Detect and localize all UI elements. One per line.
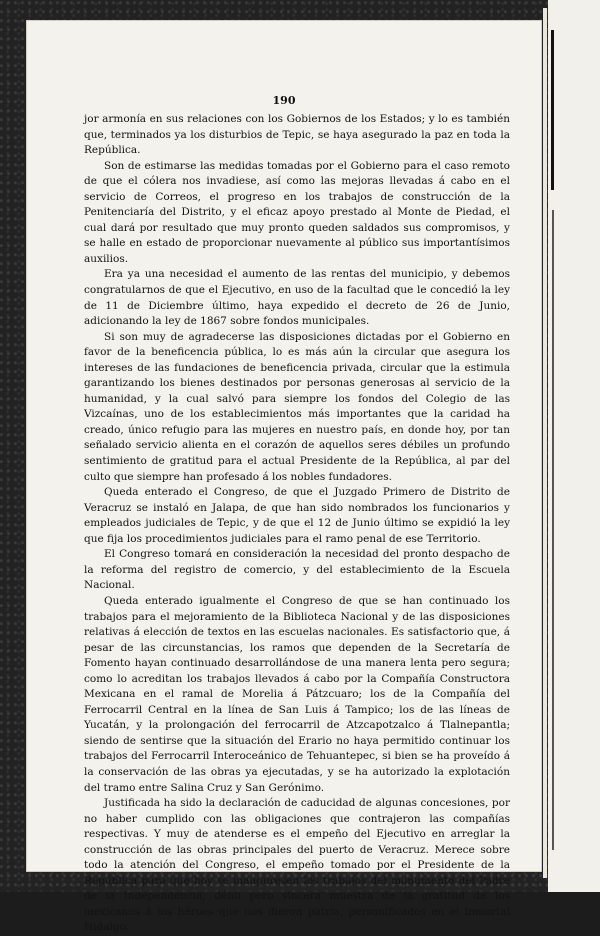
paragraph-3: Era ya una necesidad el aumento de las rentas del municipio, y debemos congratularnos de que el Ejecutivo, en uso de la facultad que le concedió la ley de 11 de Diciembre último, haya expedido el decreto de 26 de Junio, adicionando la ley de 1867 sobre fondos municipales. — [84, 268, 510, 328]
binding-shadow — [551, 30, 554, 190]
paragraph-5: Queda enterado el Congreso, de que el Juzgado Primero de Distrito de Veracruz se instaló en Jalapa, de que han sido nombrados los funcionarios y empleados judiciales de Tepic, y de que el 12 de Junio último se expidió la ley que fija los procedimientos judiciales para el ramo penal de ese Territorio. — [84, 486, 510, 545]
body-text — [84, 112, 510, 936]
page-number: 190 — [272, 94, 296, 107]
binding-line — [552, 210, 554, 850]
paragraph-1: jor armonía en sus relaciones con los Gobiernos de los Estados; y lo es también que, terminados ya los disturbios de Tepic, se haya asegurado la paz en toda la República. — [84, 113, 510, 157]
document-page — [26, 20, 542, 934]
paragraph-4: Si son muy de agradecerse las disposiciones dictadas por el Gobierno en favor de la beneficencia pública, lo es más aún la circular que asegura los intereses de las fundaciones de beneficencia privada, circular que la estimula garantizando los bienes destinados por personas generosas al servicio de la humanidad, y la cual salvó para siempre los fondos del Colegio de las Vizcaínas, uno de los establecimientos más importantes que la caridad ha creado, único refugio para las mujeres en nuestro país, en donde hoy, por tan señalado servicio alienta en el corazón de aquellos seres débiles un profundo sentimiento de gratitud para el actual Presidente de la República, al par del culto que siempre han profesado á los nobles fundadores. — [84, 330, 510, 483]
adjacent-page-strip — [548, 0, 600, 892]
paragraph-6: El Congreso tomará en consideración la necesidad del pronto despacho de la reforma del registro de comercio, y del establecimiento de la Escuela Nacional. — [84, 548, 510, 592]
paragraph-8: Justificada ha sido la declaración de caducidad de algunas concesiones, por no haber cumplido con las obligaciones que contrajeron las compañías respectivas. Y muy de atenderse es el empeño del Ejecutivo en arreglar la construcción de las obras principales del puerto de Veracruz. Merece sobre todo la atención del Congreso, el empeño tomado por el Presidente de la República para que hoy se inauguresen los trabajos del monumento del Padre de la Independencia, débil pero sincera muestra de la gratitud de los mexicanos á los héroes que nos dieron patria, personificados en el inmortal Hidalgo. — [84, 797, 510, 934]
paragraph-2: Son de estimarse las medidas tomadas por el Gobierno para el caso remoto de que el cólera nos invadiese, así como las mejoras llevadas á cabo en el servicio de Correos, el progreso en los trabajos de construcción de la Penitenciaría del Distrito, y el eficaz apoyo prestado al Monte de Piedad, el cual dará por resultado que muy pronto queden saldados sus compromisos, y se halle en estado de proporcionar nuevamente al público sus importantísimos auxilios. — [84, 159, 510, 265]
paragraph-7: Queda enterado igualmente el Congreso de que se han continuado los trabajos para el mejoramiento de la Biblioteca Nacional y de las disposiciones relativas á elección de textos en las escuelas nacionales. Es satisfactorio que, á pesar de las circunstancias, los ramos que dependen de la Secretaría de Fomento hayan continuado desarrollándose de una manera lenta pero segura; como lo acreditan los trabajos llevados á cabo por la Compañía Constructora Mexicana en el ramal de Morelia á Pátzcuaro; los de la Compañía del Ferrocarril Central en la línea de San Luis á Tampico; los de las líneas de Yucatán, y la prolongación del ferrocarril de Atzcapotzalco á Tlalnepantla; siendo de sentirse que la situación del Erario no haya permitido continuar los trabajos del Ferrocarril Interoceánico de Tehuantepec, si bien se ha proveído á la conservación de las obras ya ejecutadas, y se ha autorizado la explotación del tramo entre Salina Cruz y San Gerónimo. — [84, 594, 510, 794]
page-edge — [543, 8, 547, 878]
